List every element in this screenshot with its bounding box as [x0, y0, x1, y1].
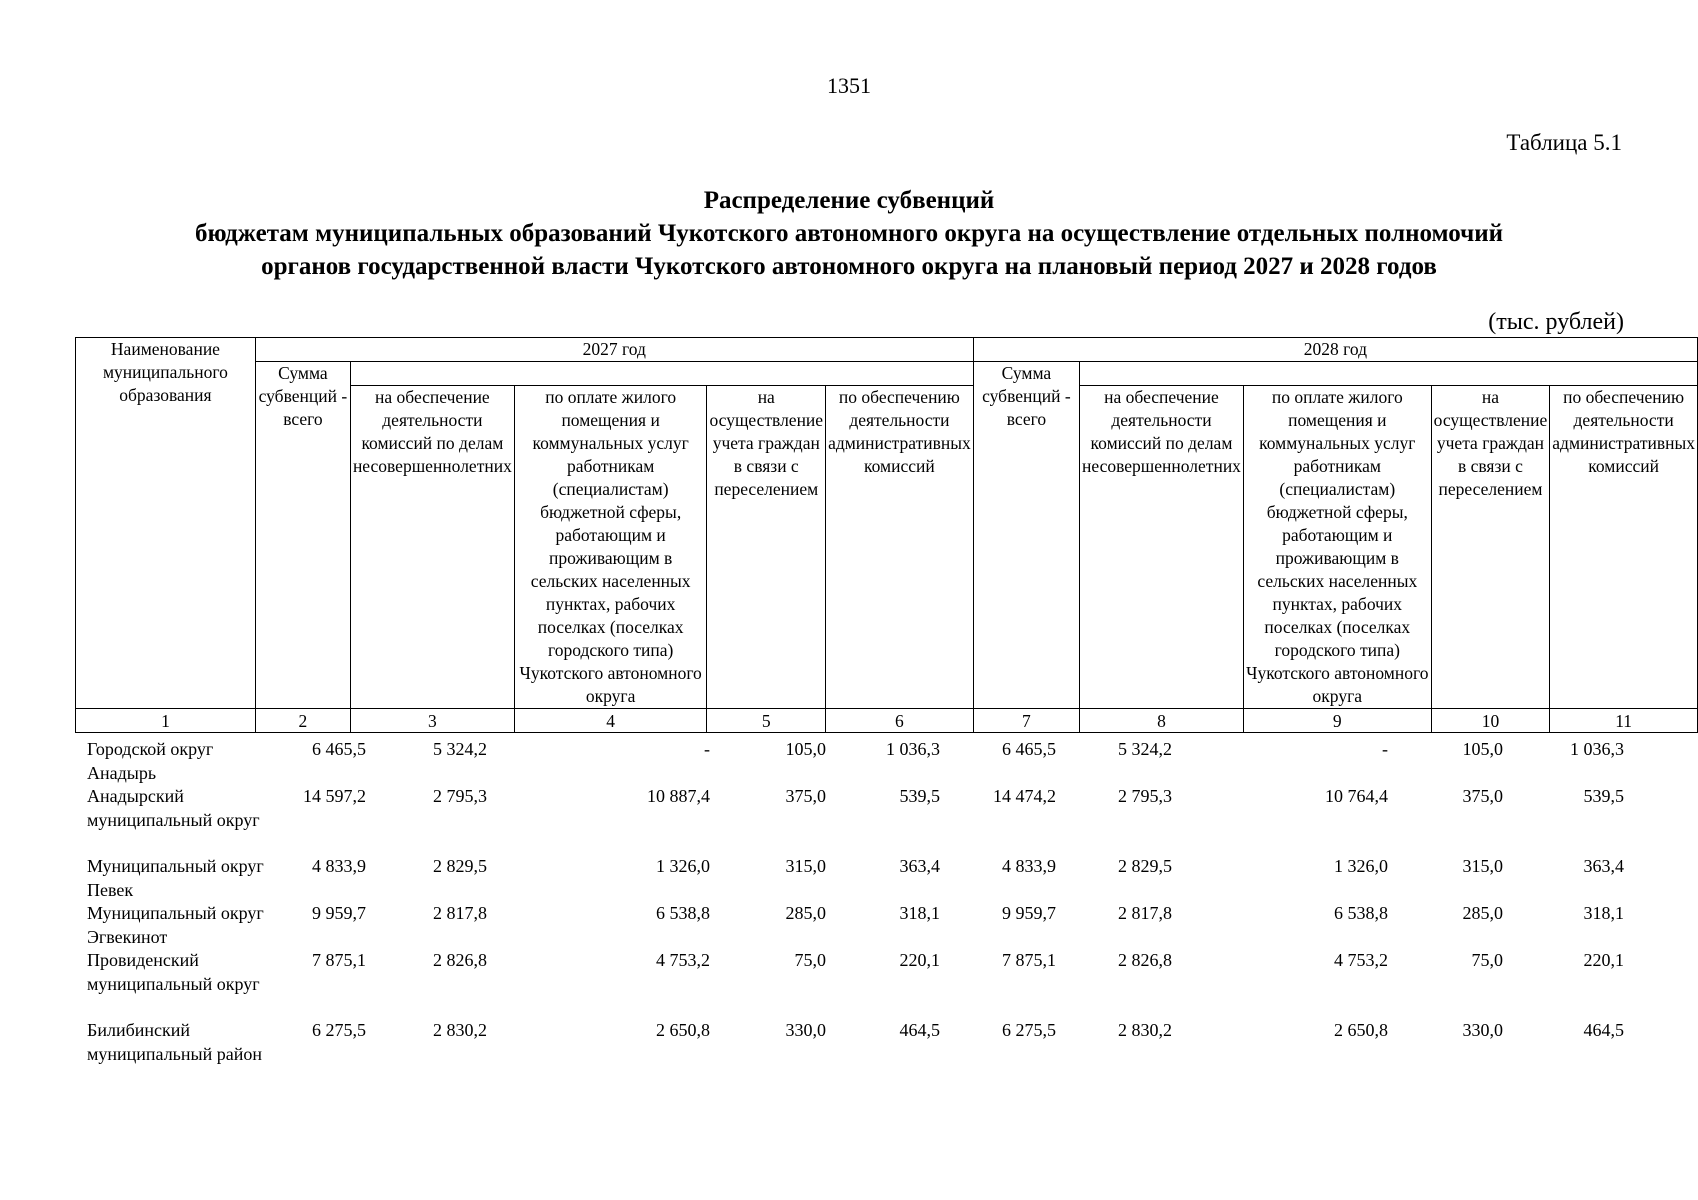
cell-value: 318,1: [1583, 903, 1624, 923]
cell-value: 2 795,3: [1118, 786, 1172, 806]
cell-value: 4 753,2: [656, 950, 710, 970]
row-name: Муниципальный округ Певек: [87, 856, 264, 900]
cell-value: 14 597,2: [303, 786, 366, 806]
table-body: [75, 738, 1634, 1089]
cell-value: 4 833,9: [1002, 856, 1056, 876]
cell-value: 2 829,5: [1118, 856, 1172, 876]
cell-value: 6 465,5: [312, 739, 366, 759]
table-row: [75, 1019, 1634, 1089]
header-commissions-2027: на обеспечение деятельности комиссий по делам несовершеннолетних: [350, 386, 514, 709]
cell-value: 2 817,8: [1118, 903, 1172, 923]
cell-value: 315,0: [785, 856, 826, 876]
header-housing-2028: по оплате жилого помещения и коммунальных услуг работникам (специалистам) бюджетной сферы, работающим и проживающим в сельских населенных пунктах, рабочих поселках (поселках городского типа) Чукотского автономного округа: [1243, 386, 1431, 709]
column-number: 6: [826, 709, 974, 733]
cell-value: 75,0: [1471, 950, 1503, 970]
cell-value: 6 538,8: [1334, 903, 1388, 923]
column-number: 3: [350, 709, 514, 733]
cell-value: 6 465,5: [1002, 739, 1056, 759]
cell-value: 2 650,8: [1334, 1020, 1388, 1040]
row-name: Билибинский муниципальный район: [87, 1020, 263, 1064]
cell-value: 2 817,8: [433, 903, 487, 923]
column-number: 5: [707, 709, 826, 733]
cell-value: 10 887,4: [647, 786, 710, 806]
cell-value: 9 959,7: [312, 903, 366, 923]
table-header: [75, 337, 1698, 733]
header-total-2027: Сумма субвенций - всего: [255, 362, 350, 709]
cell-value: -: [1382, 739, 1388, 759]
table-number: Таблица 5.1: [1506, 130, 1622, 155]
header-total-2028: Сумма субвенций - всего: [973, 362, 1079, 709]
cell-value: 75,0: [794, 950, 826, 970]
cell-value: 14 474,2: [993, 786, 1056, 806]
header-name-of-municipality: Наименование муниципального образования: [76, 338, 256, 709]
header-including-2027: [350, 362, 973, 386]
table-title-line-1: Распределение субвенций: [703, 187, 995, 214]
row-name: Городской округ Анадырь: [87, 739, 214, 783]
column-number: 11: [1550, 709, 1698, 733]
cell-value: 285,0: [785, 903, 826, 923]
row-name: Анадырский муниципальный округ: [87, 786, 260, 830]
cell-value: 330,0: [1462, 1020, 1503, 1040]
cell-value: 539,5: [899, 786, 940, 806]
table-row: [75, 738, 1634, 785]
cell-value: 2 650,8: [656, 1020, 710, 1040]
cell-value: 2 829,5: [433, 856, 487, 876]
cell-value: 4 833,9: [312, 856, 366, 876]
cell-value: 5 324,2: [433, 739, 487, 759]
cell-value: 6 275,5: [1002, 1020, 1056, 1040]
cell-value: 1 036,3: [886, 739, 940, 759]
cell-value: 2 830,2: [433, 1020, 487, 1040]
cell-value: 285,0: [1462, 903, 1503, 923]
cell-value: 2 830,2: [1118, 1020, 1172, 1040]
row-name: Муниципальный округ Эгвекинот: [87, 903, 264, 947]
column-number: 2: [255, 709, 350, 733]
column-number: 10: [1431, 709, 1550, 733]
table-row: [75, 902, 1634, 949]
cell-value: 2 795,3: [433, 786, 487, 806]
cell-value: 464,5: [899, 1020, 940, 1040]
column-number: 7: [973, 709, 1079, 733]
row-name: Провиденский муниципальный округ: [87, 950, 260, 994]
cell-value: 220,1: [1583, 950, 1624, 970]
cell-value: 220,1: [899, 950, 940, 970]
column-number: 9: [1243, 709, 1431, 733]
cell-value: 7 875,1: [1002, 950, 1056, 970]
column-number: 8: [1080, 709, 1244, 733]
header-commissions-2028: на обеспечение деятельности комиссий по делам несовершеннолетних: [1080, 386, 1244, 709]
cell-value: 4 753,2: [1334, 950, 1388, 970]
cell-value: -: [704, 739, 710, 759]
cell-value: 10 764,4: [1325, 786, 1388, 806]
header-admin-2027: по обеспечению деятельности административных комиссий: [826, 386, 974, 709]
cell-value: 6 538,8: [656, 903, 710, 923]
cell-value: 105,0: [785, 739, 826, 759]
cell-value: 1 036,3: [1570, 739, 1624, 759]
cell-value: 315,0: [1462, 856, 1503, 876]
cell-value: 363,4: [1583, 856, 1624, 876]
cell-value: 2 826,8: [1118, 950, 1172, 970]
header-year-2028: 2028 год: [973, 338, 1697, 362]
cell-value: 464,5: [1583, 1020, 1624, 1040]
page-number: 1351: [827, 73, 871, 98]
header-housing-2027: по оплате жилого помещения и коммунальных услуг работникам (специалистам) бюджетной сферы, работающим и проживающим в сельских населенных пунктах, рабочих поселках (поселках городского типа) Чукотского автономного округа: [514, 386, 707, 709]
cell-value: 6 275,5: [312, 1020, 366, 1040]
cell-value: 2 826,8: [433, 950, 487, 970]
header-resettlement-2028: на осуществление учета граждан в связи с переселением: [1431, 386, 1550, 709]
header-admin-2028: по обеспечению деятельности административных комиссий: [1550, 386, 1698, 709]
table-title-line-3: органов государственной власти Чукотского автономного округа на плановый период 2027 и 2028 годов: [261, 253, 1437, 280]
cell-value: 318,1: [899, 903, 940, 923]
column-number: 4: [514, 709, 707, 733]
cell-value: 375,0: [1462, 786, 1503, 806]
cell-value: 1 326,0: [1334, 856, 1388, 876]
cell-value: 9 959,7: [1002, 903, 1056, 923]
cell-value: 330,0: [785, 1020, 826, 1040]
cell-value: 7 875,1: [312, 950, 366, 970]
column-number: 1: [76, 709, 256, 733]
table-row: [75, 855, 1634, 902]
cell-value: 1 326,0: [656, 856, 710, 876]
header-including-2028: [1080, 362, 1698, 386]
cell-value: 363,4: [899, 856, 940, 876]
cell-value: 539,5: [1583, 786, 1624, 806]
cell-value: 375,0: [785, 786, 826, 806]
table-row: [75, 785, 1634, 855]
cell-value: 105,0: [1462, 739, 1503, 759]
units-label: (тыс. рублей): [1488, 309, 1624, 335]
table-title-line-2: бюджетам муниципальных образований Чукотского автономного округа на осуществление отдельных полномочий: [194, 220, 1504, 247]
cell-value: 5 324,2: [1118, 739, 1172, 759]
header-resettlement-2027: на осуществление учета граждан в связи с переселением: [707, 386, 826, 709]
table-row: [75, 949, 1634, 1019]
header-year-2027: 2027 год: [255, 338, 973, 362]
